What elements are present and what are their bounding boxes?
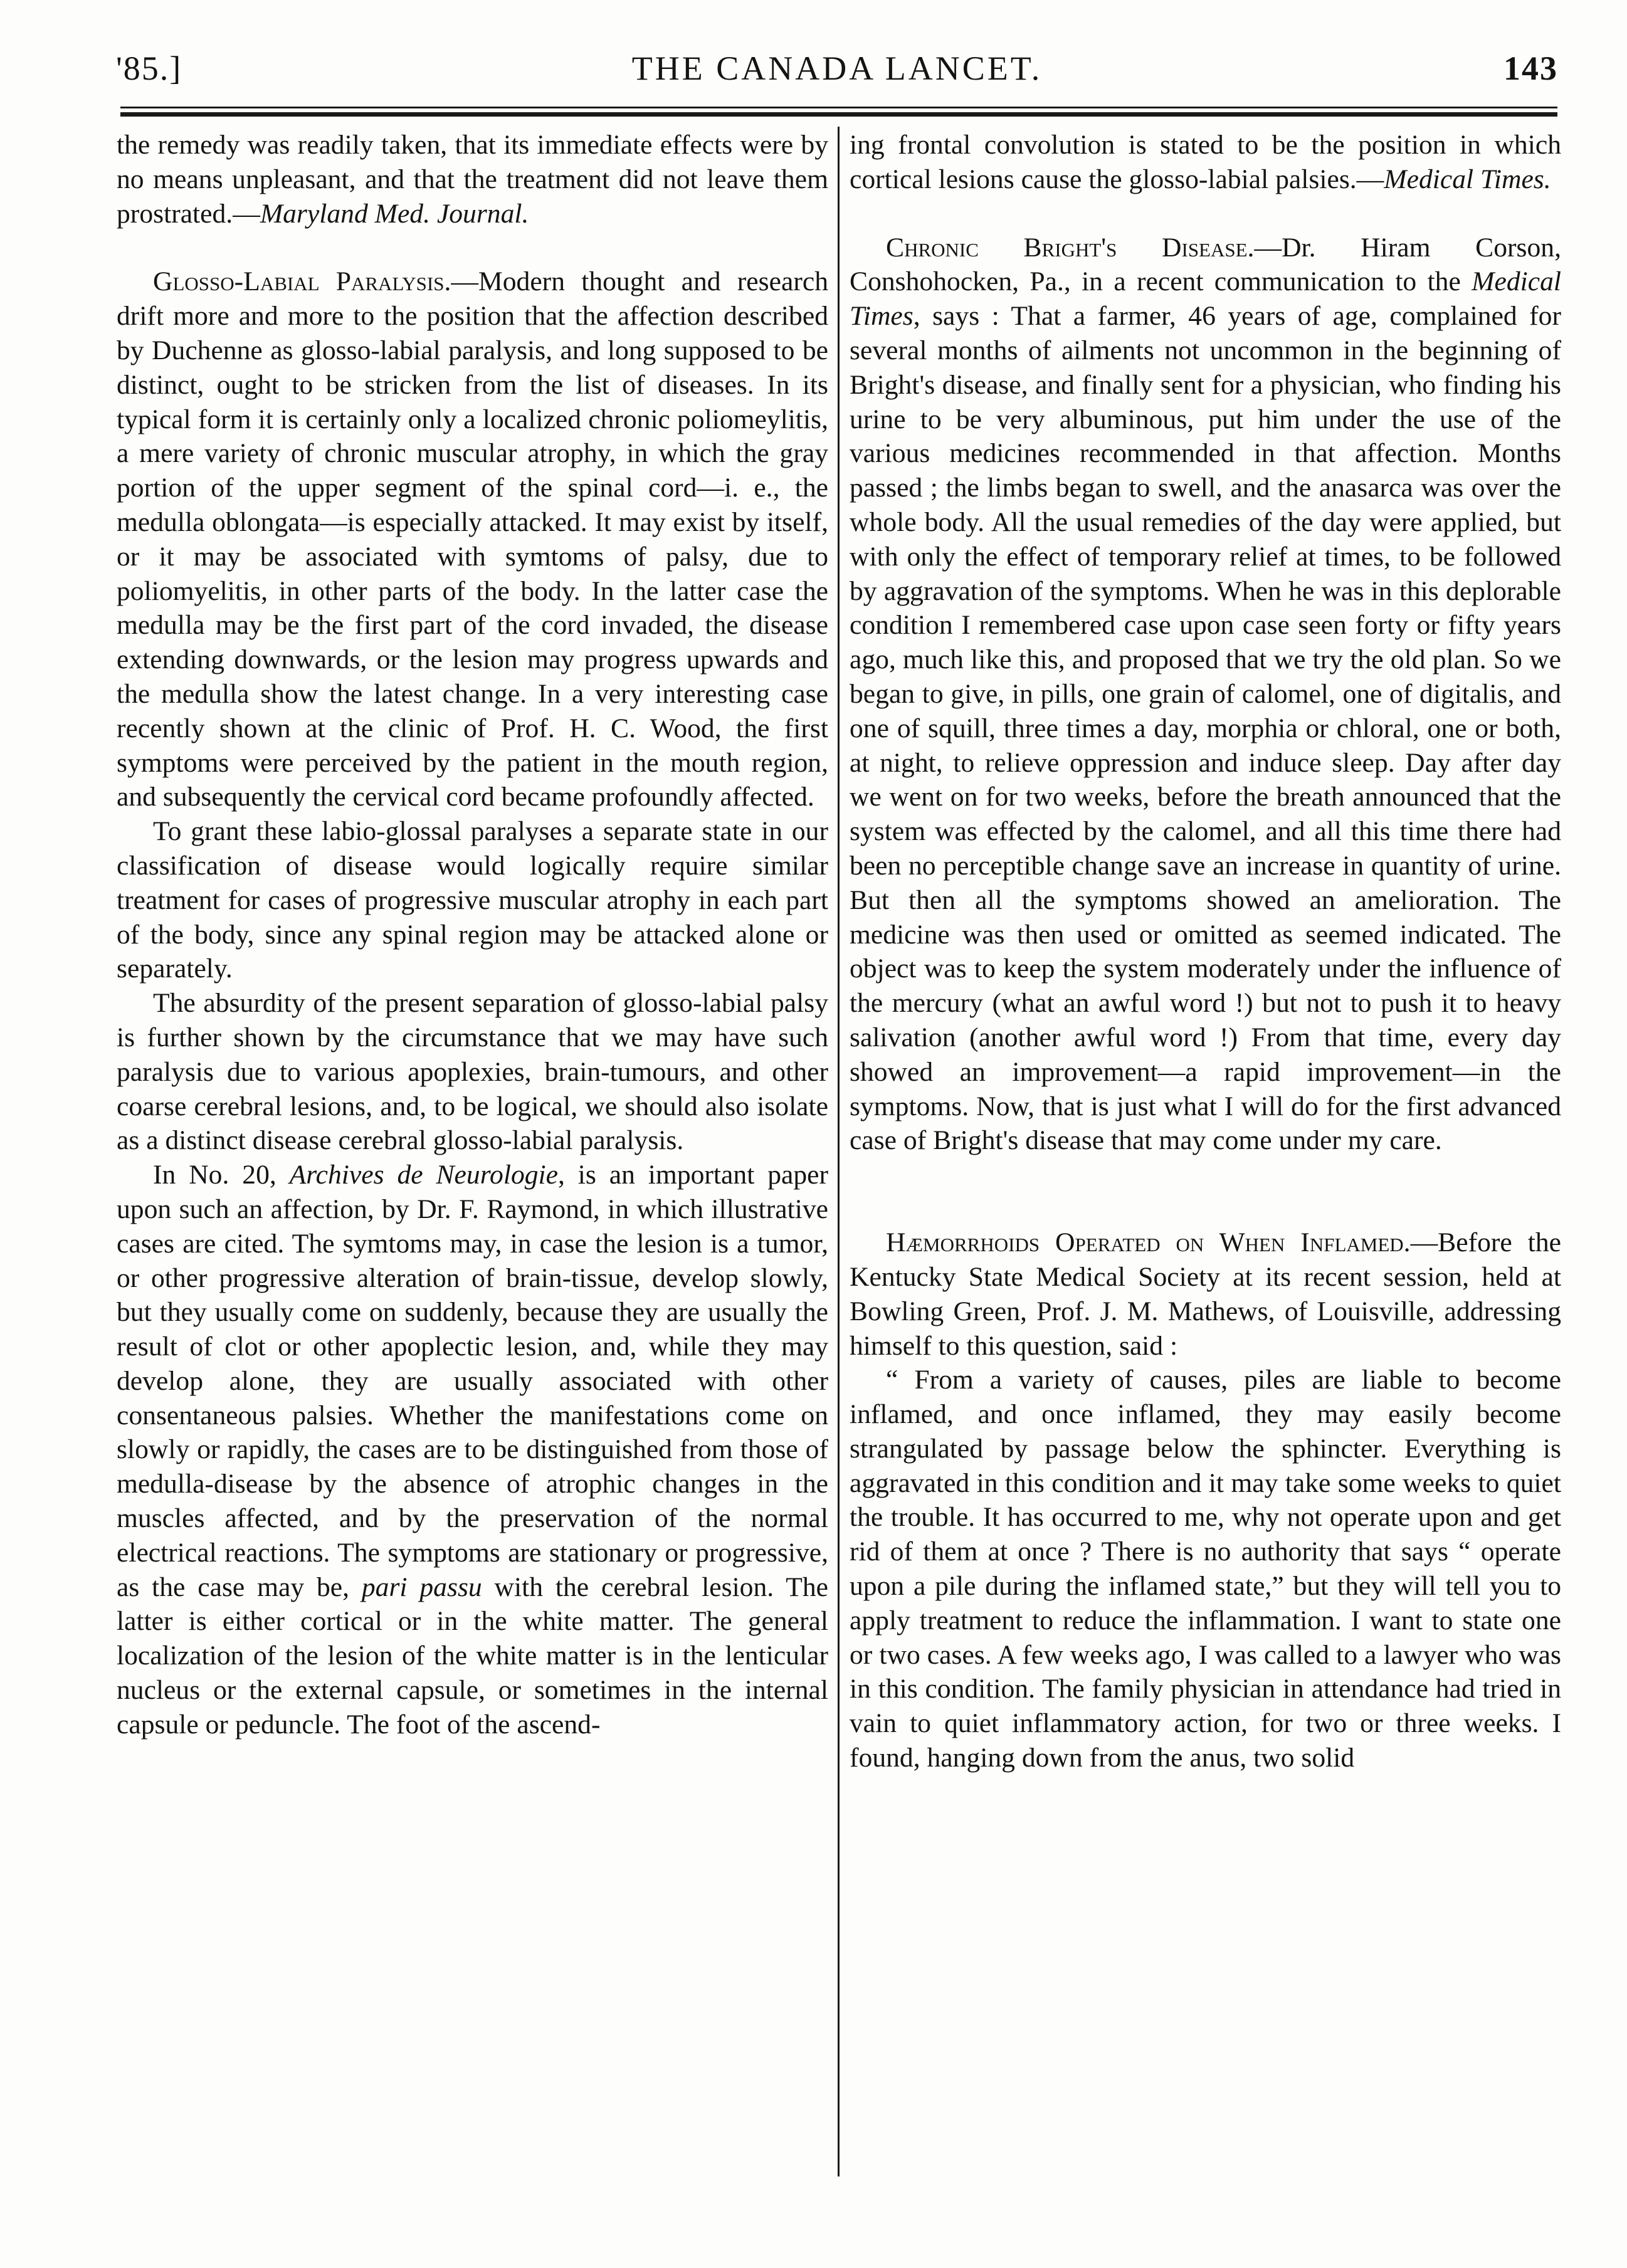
latin-phrase: pari passu <box>361 1572 482 1602</box>
section-heading-glosso-labial: Glosso-Labial Paralysis. <box>153 266 451 297</box>
continued-text-right: ing frontal convolution is stated to be the position in which cortical lesions cause the glosso-labial palsies.— <box>850 130 1561 194</box>
glosso-labial-paragraph-1: —Modern thought and research drift more and more to the position that the affection described by Duchenne as glosso-labial paralysis, and long supposed to be distinct, ought to be stricken from the list of diseases. In its typical form it is certainly only a localized chronic poliomeylitis, a mere variety of chronic muscular atrophy, in which the gray portion of the upper segment of the spinal cord—i. e., the medulla oblongata—is especially attacked. It may exist by itself, or it may be associated with symtoms of palsy, due to poliomyelitis, in other parts of the body. In the latter case the medulla may be the first part of the cord invaded, the disease extending downwards, or the lesion may progress upwards and the medulla show the latest change. In a very interesting case recently shown at the clinic of Prof. H. C. Wood, the first symptoms were perceived by the patient in the mouth region, and subsequently the cervical cord became profoundly affected. <box>117 266 828 812</box>
page-number: 143 <box>1503 50 1558 87</box>
paragraph-4-end: with the cerebral lesion. The latter is either cortical or in the white matter. The general localization of the lesion of the white matter is in the lenticular nucleus or the external capsule, or sometimes in the internal capsule or peduncle. The foot of the ascend- <box>117 1572 828 1740</box>
journal-name-archives: Archives de Neurologie <box>289 1160 559 1190</box>
header-rule-thick <box>120 112 1557 117</box>
glosso-labial-paragraph-4 <box>117 1158 828 1742</box>
source-citation-right: Medical Times. <box>1384 164 1551 194</box>
brights-text-start: —Dr. Hiram Corson, Conshohocken, Pa., in a recent communication to the <box>850 232 1561 297</box>
journal-name-medical-times: Medical Times <box>850 266 1561 332</box>
continued-paragraph-right <box>850 128 1561 197</box>
paragraph-4-middle: , is an important paper upon such an affection, by Dr. F. Raymond, in which illustrative cases are cited. The symtoms may, in case the lesion is a tumor, or other progressive alteration of brain-tissue, develop slowly, but they usually come on suddenly, because they are usually the result of clot or other apoplectic lesion, and, while they may develop alone, they are usually associated with other consentaneous palsies. Whether the manifestations come on slowly or rapidly, the cases are to be distinguished from those of medulla-disease by the absence of atrophic changes in the muscles affected, and by the preservation of the normal electrical reactions. The symptoms are stationary or progressive, as the case may be, <box>117 1160 828 1602</box>
volume-year: '85.] <box>116 50 182 87</box>
left-column <box>117 128 828 1742</box>
header-rule-thin <box>120 107 1557 108</box>
column-divider <box>838 127 840 2176</box>
running-head <box>116 49 1558 99</box>
brights-text-body: , says : That a farmer, 46 years of age, complained for several months of ailments not uncommon in the beginning of Bright's disease, and finally sent for a physician, who finding his urine to be very albuminous, put him under the use of the various medicines recommended in that affection. Months passed ; the limbs began to swell, and the anasarca was over the whole body. All the usual remedies of the day were applied, but with only the effect of temporary relief at times, to be followed by aggravation of the symptoms. When he was in this deplorable condition I remembered case upon case seen forty or fifty years ago, much like this, and proposed that we try the old plan. So we began to give, in pills, one grain of calomel, one of digitalis, and one of squill, three times a day, morphia or chloral, one or both, at night, to relieve oppression and induce sleep. Day after day we went on for two weeks, before the breath announced that the system was effected by the calomel, and all this time there had been no perceptible change save an increase in quantity of urine. But then all the symptoms showed an amelioration. The medicine was then used or omitted as seemed indicated. The object was to keep the system moderately under the influence of the mercury (what an awful word !) but not to push it to heavy salivation (another awful word !) From that time, every day showed an improvement—a rapid improvement—in the symptoms. Now, that is just what I will do for the first advanced case of Bright's disease that may come under my care. <box>850 301 1561 1156</box>
source-citation: Maryland Med. Journal. <box>260 198 529 229</box>
glosso-labial-paragraph-2: To grant these labio-glossal paralyses a separate state in our classification of disease would logically require similar treatment for cases of progressive muscular atrophy in each part of the body, since any spinal region may be attacked alone or separately. <box>117 816 828 984</box>
glosso-labial-paragraph-3: The absurdity of the present separation of glosso-labial palsy is further shown by the circumstance that we may have such paralysis due to various apoplexies, brain-tumours, and other coarse cerebral lesions, and, to be logical, we should also isolate as a distinct disease cerebral glosso-labial paralysis. <box>117 988 828 1156</box>
haemorrhoids-paragraph-1: —Before the Kentucky State Medical Society at its recent session, held at Bowling Green, Prof. J. M. Mathews, of Louisville, addressing himself to this question, said : <box>850 1227 1561 1361</box>
section-heading-haemorrhoids: Hæmorrhoids Operated on When Inflamed. <box>886 1227 1411 1258</box>
haemorrhoids-paragraph-2: “ From a variety of causes, piles are liable to become inflamed, and once inflamed, they may easily become strangulated by passage below the sphincter. Everything is aggravated in this condition and it may take some weeks to quiet the trouble. It has occurred to me, why not operate upon and get rid of them at once ? There is no authority that says “ operate upon a pile during the inflamed state,” but they will tell you to apply treatment to reduce the inflammation. I want to state one or two cases. A few weeks ago, I was called to a lawyer who was in this condition. The family physician in attendance had tried in vain to quiet inflammatory action, for two or three weeks. I found, hanging down from the anus, two solid <box>850 1365 1561 1773</box>
haemorrhoids-section <box>850 1226 1561 1363</box>
brights-disease-section <box>850 231 1561 1158</box>
section-heading-brights: Chronic Bright's Disease. <box>886 232 1255 263</box>
right-column <box>850 128 1561 1775</box>
continued-text: the remedy was readily taken, that its immediate effects were by no means unpleasant, and that the treatment did not leave them prostrated.— <box>117 130 828 229</box>
continued-paragraph <box>117 128 828 231</box>
glosso-labial-section-intro <box>117 265 828 814</box>
paragraph-4-start: In No. 20, <box>153 1160 290 1190</box>
journal-title: THE CANADA LANCET. <box>631 50 1043 87</box>
